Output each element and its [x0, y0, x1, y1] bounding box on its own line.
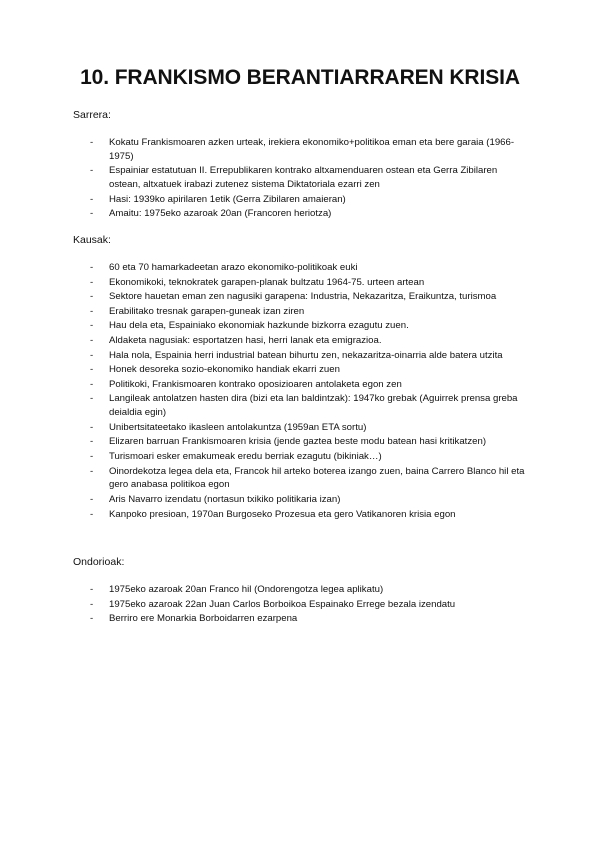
list-item-text: Langileak antolatzen hasten dira (bizi eta lan baldintzak): 1947ko grebak (Aguirrek prensa greba deialdia egin) — [109, 393, 518, 419]
list-item-text: 1975eko azaroak 20an Franco hil (Ondorengotza legea aplikatu) — [109, 584, 384, 595]
list-sarrera — [0, 136, 600, 222]
list-item — [0, 136, 600, 164]
bullet-dash: - — [90, 598, 94, 610]
list-item-text: Honek desoreka sozio-ekonomiko handiak ekarri zuen — [109, 364, 340, 376]
bullet-dash: - — [90, 291, 94, 303]
list-item — [0, 319, 600, 333]
list-item — [0, 421, 600, 435]
bullet-dash: - — [90, 393, 94, 405]
list-item-text: Unibertsitateetako ikasleen antolakuntza (1959an ETA sortu) — [109, 421, 367, 433]
list-item-text: Kanpoko presioan, 1970an Burgoseko Prozesua eta gero Vatikanoren krisia egon — [109, 508, 456, 520]
bullet-dash: - — [90, 436, 94, 448]
list-item-text: Politikoki, Frankismoaren kontrako oposizioaren antolaketa egon zen — [109, 378, 402, 390]
list-item-text: Hasi: 1939ko apirilaren 1etik (Gerra Zibilaren amaieran) — [109, 193, 346, 205]
list-item-text: Oinordekotza legea dela eta, Francok hil arteko boterea izango zuen, baina Carrero Blanco hil eta gero anabasa politikoa egon — [109, 465, 525, 491]
bullet-dash: - — [90, 262, 94, 273]
list-item-text: Hala nola, Espainia herri industrial batean bihurtu zen, nekazaritza-oinarria alde batera utzita — [109, 349, 503, 361]
list-item-text: Erabilitako tresnak garapen-guneak izan ziren — [109, 305, 305, 317]
bullet-dash: - — [90, 349, 94, 361]
list-item-text: Kokatu Frankismoaren azken urteak, irekiera ekonomiko+politikoa eman eta bere garaia (1966-1975) — [109, 137, 515, 162]
list-item-text: 1975eko azaroak 22an Juan Carlos Borboikoa Espainako Errege bezala izendatu — [109, 598, 456, 610]
bullet-dash: - — [90, 493, 94, 505]
bullet-dash: - — [90, 320, 94, 332]
list-item-text: Aldaketa nagusiak: esportatzen hasi, herri lanak eta emigrazioa. — [109, 334, 382, 346]
bullet-dash: - — [90, 378, 94, 390]
list-item-text: Hau dela eta, Espainiako ekonomiak hazkunde bizkorra ezagutu zuen. — [109, 320, 409, 332]
bullet-dash: - — [90, 465, 94, 477]
page-title: 10. FRANKISMO BERANTIARRAREN KRISIA — [80, 66, 520, 89]
list-item-text: Berriro ere Monarkia Borboidarren ezarpena — [109, 613, 298, 625]
list-item-text: Elizaren barruan Frankismoaren krisia (jende gaztea beste modu batean hasi kritikatzen) — [109, 436, 487, 448]
list-item — [0, 164, 600, 192]
list-item-text: Sektore hauetan eman zen nagusiki garapena: Industria, Nekazaritza, Eraikuntza, turismoa — [109, 291, 497, 303]
bullet-dash: - — [90, 421, 94, 433]
bullet-dash: - — [90, 584, 94, 595]
bullet-dash: - — [90, 364, 94, 376]
bullet-dash: - — [90, 508, 94, 520]
list-kausak — [0, 261, 600, 522]
list-item — [0, 450, 600, 464]
list-item-text: Turismoari esker emakumeak eredu berriak ezagutu (bikiniak…) — [109, 450, 382, 462]
list-item — [0, 363, 600, 377]
list-item-text: Amaitu: 1975eko azaroak 20an (Francoren heriotza) — [109, 208, 332, 220]
list-item-text: Espainiar estatutuan II. Errepublikaren kontrako altxamenduaren ostean eta Gerra Zibilaren ostean, altxatuek irabazi zutenez sistema Diktatoriala ezarri zen — [109, 165, 498, 191]
bullet-dash: - — [90, 450, 94, 462]
list-item — [0, 305, 600, 319]
section-label-sarrera: Sarrera: — [73, 109, 111, 121]
section-label-kausak: Kausak: — [73, 234, 111, 246]
list-item — [0, 392, 600, 420]
list-item — [0, 207, 600, 221]
bullet-dash: - — [90, 165, 94, 177]
list-item — [0, 261, 600, 275]
list-item — [0, 508, 600, 522]
bullet-dash: - — [90, 334, 94, 346]
bullet-dash: - — [90, 137, 94, 148]
section-label-ondorioak: Ondorioak: — [73, 556, 125, 568]
list-item — [0, 612, 600, 626]
bullet-dash: - — [90, 193, 94, 205]
list-item-text: 60 eta 70 hamarkadeetan arazo ekonomiko-politikoak euki — [109, 262, 358, 273]
list-item — [0, 378, 600, 392]
list-item — [0, 334, 600, 348]
bullet-dash: - — [90, 613, 94, 625]
list-item — [0, 193, 600, 207]
list-item — [0, 465, 600, 493]
list-item — [0, 349, 600, 363]
list-item — [0, 290, 600, 304]
list-ondorioak — [0, 583, 600, 627]
bullet-dash: - — [90, 276, 94, 288]
list-item — [0, 583, 600, 597]
list-item-text: Ekonomikoki, teknokratek garapen-planak bultzatu 1964-75. urteen artean — [109, 276, 425, 288]
list-item — [0, 435, 600, 449]
list-item-text: Aris Navarro izendatu (nortasun txikiko politikaria izan) — [109, 493, 341, 505]
bullet-dash: - — [90, 305, 94, 317]
list-item — [0, 493, 600, 507]
list-item — [0, 598, 600, 612]
list-item — [0, 276, 600, 290]
bullet-dash: - — [90, 208, 94, 220]
